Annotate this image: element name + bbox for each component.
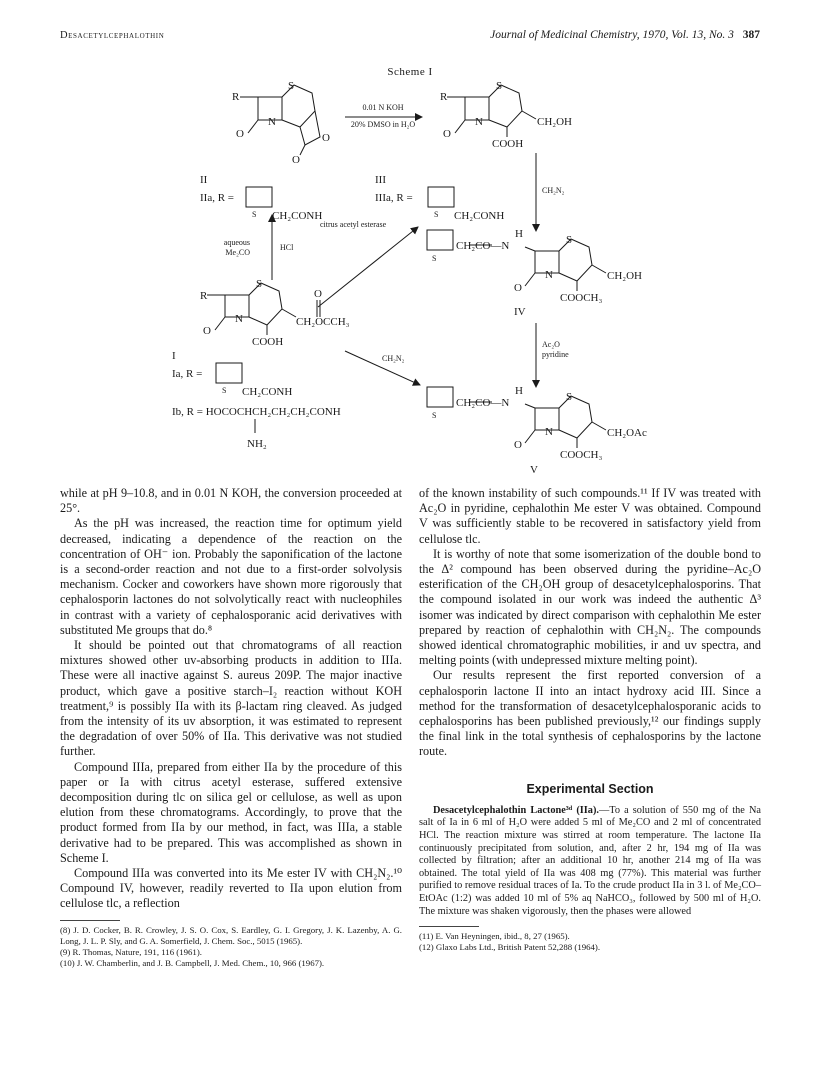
footnote-rule <box>60 920 120 921</box>
paragraph: while at pH 9–10.8, and in 0.01 N KOH, the conversion proceeded at 25°. <box>60 486 402 516</box>
svg-text:R: R <box>440 91 448 103</box>
section-title: Experimental Section <box>526 781 654 796</box>
svg-text:S: S <box>252 210 257 219</box>
scheme-title: Scheme I <box>387 66 433 78</box>
svg-text:S: S <box>566 234 573 246</box>
svg-text:CH₂CONH: CH₂CONH <box>242 386 293 398</box>
svg-text:H: H <box>515 385 523 397</box>
reagent-dmso: 20% DMSO in H₂O <box>350 120 416 129</box>
svg-text:N: N <box>545 269 553 281</box>
svg-text:O: O <box>322 132 330 144</box>
experimental-heading: Desacetylcephalothin Lactone³ᵈ (IIa). <box>433 804 599 816</box>
svg-text:S: S <box>566 391 573 403</box>
reagent-chn2-a: CH₂N₂ <box>542 186 565 195</box>
svg-text:CH₂OAc: CH₂OAc <box>607 427 647 439</box>
svg-text:N: N <box>235 313 243 325</box>
paragraph: It is worthy of note that some isomerization of the double bond to the Δ² compound has been observed during the pyridine–Ac₂O esterification of the CH₂OH group of desacetylcephalosporins. That the compound isolated in our work was indeed the authentic Δ³ isomer was indicated by direct comparison with cephalothin Me ester prepared by reaction of cephalothin with CH₂N₂. The compounds showed identical chromatographic mobilities, ir and uv spectra, and melting points (with undepressed mixture melting point). <box>419 546 761 668</box>
svg-text:S: S <box>288 80 295 92</box>
footnote-rule <box>419 926 479 927</box>
label-IV: IV <box>514 306 526 318</box>
label-IIa: IIa, R = <box>200 192 234 204</box>
experimental-paragraph <box>419 805 761 918</box>
svg-text:N: N <box>545 426 553 438</box>
svg-text:CH₂OCCH₃: CH₂OCCH₃ <box>296 316 350 328</box>
journal-citation: Journal of Medicinal Chemistry, 1970, Vol. 13, No. 3 <box>490 29 734 41</box>
svg-text:S: S <box>222 386 227 395</box>
reagent-chn2-b: CH₂N₂ <box>382 354 405 363</box>
reagent-koh: 0.01 N KOH <box>362 103 404 112</box>
structure-III <box>447 85 536 137</box>
reagent-esterase: citrus acetyl esterase <box>320 220 387 229</box>
footnote: (11) E. Van Heyningen, ibid., 8, 27 (1965). <box>419 931 570 942</box>
footnote: (8) J. D. Cocker, B. R. Crowley, J. S. O. Cox, S. Eardley, G. I. Gregory, J. K. Lazenby, A. G. Long, J. L. P. Sly, and G. A. Somerfield, J. Chem. Soc., 5015 (1965). <box>60 924 402 946</box>
label-I: I <box>172 350 176 362</box>
experimental-text: —To a solution of 550 mg of the Na salt of Ia in 6 ml of H₂O were added 5 ml of Me₂CO and 2 ml of concentrated HCl. The reaction mixture was stirred at room temperature. The lactone IIa continuously precipitated from solution, and, after 2 hr, 194 mg of IIa was collected by filtration; after an additional 10 hr, another 214 mg of IIa was obtained. The total yield of IIa was 408 mg (77%). This material was further purified to remove residual traces of Ia. To the crude product IIa in 3 l. of Me₂CO–EtOAc (1:2) was added 10 ml of 5% aq NaHCO₃, followed by 500 ml of H₂O. The mixture was shaken vigorously, then the phases were allowed <box>419 804 761 917</box>
paragraph: It should be pointed out that chromatograms of all reaction mixtures showed other uv-absorbing products in addition to IIIa. These were all inactive against S. aureus 209P. The major inactive product, which gave a positive starch–I₂ reaction without KOH treatment,⁹ is possibly IIa with its β-lactam ring cleaved. As judged from the intensity of its uv absorption, it was estimated to represent the degradation of over 50% of IIa. This derivative was not studied further. <box>60 638 402 759</box>
svg-text:O: O <box>514 282 522 294</box>
svg-text:O: O <box>292 154 300 166</box>
svg-text:COOCH₃: COOCH₃ <box>560 292 603 304</box>
svg-text:S: S <box>434 210 439 219</box>
reagent-hcl: HCl <box>280 243 294 252</box>
svg-text:S: S <box>432 254 437 263</box>
svg-text:CH₂CO—N: CH₂CO—N <box>456 240 510 252</box>
reagent-pyridine: pyridine <box>542 350 569 359</box>
svg-text:S: S <box>496 80 503 92</box>
label-II: II <box>200 174 208 186</box>
reagent-aqueous: aqueous <box>223 238 250 247</box>
label-IIIa: IIIa, R = <box>375 192 413 204</box>
svg-text:O: O <box>314 288 322 300</box>
reagent-me2co: Me₂CO <box>225 248 250 257</box>
paragraph: Compound IIIa, prepared from either IIa by the procedure of this paper or Ia with citrus acetyl esterase, suffered extensive decomposition during tlc on silica gel or cellulose, as well as upon elution from these chromatograms. Accordingly, to prove that the product formed from IIa by our method, in fact, was IIIa, a stable derivative had to be prepared. This was accomplished as shown in Scheme I. <box>60 759 402 865</box>
running-head-left: Desacetylcephalothin <box>60 30 165 41</box>
svg-text:R: R <box>200 290 208 302</box>
svg-text:CH₂OH: CH₂OH <box>607 270 643 282</box>
footnote: (9) R. Thomas, Nature, 191, 116 (1961). <box>60 946 202 957</box>
svg-text:CH₂CONH: CH₂CONH <box>272 210 323 222</box>
svg-text:O: O <box>203 325 211 337</box>
svg-text:N: N <box>268 116 276 128</box>
svg-text:COOH: COOH <box>492 138 524 150</box>
paragraph: Our results represent the first reported conversion of a cephalosporin lactone II into an intact hydroxy acid III. Since a method for the transformation of desacetylcephalosporanic acids to cephalosporins has been published previously,¹² our findings supply the final link in the total synthesis of cephalosporins by the lactone route. <box>419 668 761 759</box>
right-column <box>419 486 761 953</box>
label-V: V <box>530 464 538 475</box>
running-head-right <box>490 29 760 41</box>
svg-text:H: H <box>515 228 523 240</box>
label-Ib: Ib, R = HOCOCHCH₂CH₂CH₂CONH <box>172 406 341 418</box>
footnote: (10) J. W. Chamberlin, and J. B. Campbell, J. Med. Chem., 10, 966 (1967). <box>60 957 325 968</box>
svg-text:N: N <box>475 116 483 128</box>
footnote: (12) Glaxo Labs Ltd., British Patent 52,288 (1964). <box>419 942 601 953</box>
scheme-i-figure <box>0 55 820 475</box>
left-column <box>60 486 402 969</box>
svg-text:R: R <box>232 91 240 103</box>
svg-text:CH₂OH: CH₂OH <box>537 116 573 128</box>
paragraph: As the pH was increased, the reaction time for optimum yield decreased, indicating a dependence of the reaction on the concentration of OH⁻ ion. Probably the saponification of the lactone is a second-order reaction and not due to a first-order solvolysis mechanism. Cocker and coworkers have shown more rigorously that cephalosporin lactones do not solvolytically react with nucleophiles in contrast with a variety of cephalosporanic acid derivatives with substituted Me groups that do.⁸ <box>60 516 402 637</box>
svg-text:NH₂: NH₂ <box>247 438 267 450</box>
svg-text:COOCH₃: COOCH₃ <box>560 449 603 461</box>
svg-text:O: O <box>514 439 522 451</box>
page-number: 387 <box>742 29 760 41</box>
label-Ia: Ia, R = <box>172 368 203 380</box>
svg-text:O: O <box>236 128 244 140</box>
paragraph: of the known instability of such compounds.¹¹ If IV was treated with Ac₂O in pyridine, cephalothin Me ester V was obtained. Compound V was sufficiently stable to be recovered in satisfactory yield from cellulose tlc. <box>419 486 761 546</box>
svg-text:S: S <box>432 411 437 420</box>
label-III: III <box>375 174 386 186</box>
svg-text:O: O <box>443 128 451 140</box>
svg-text:COOH: COOH <box>252 336 284 348</box>
structure-II <box>240 85 320 155</box>
reagent-ac2o: Ac₂O <box>542 340 560 349</box>
svg-text:CH₂CO—N: CH₂CO—N <box>456 397 510 409</box>
paragraph: Compound IIIa was converted into its Me ester IV with CH₂N₂.¹⁰ Compound IV, however, readily reverted to IIa upon elution from cellulose tlc, a reflection <box>60 866 402 911</box>
svg-text:CH₂CONH: CH₂CONH <box>454 210 505 222</box>
svg-text:S: S <box>256 278 263 290</box>
